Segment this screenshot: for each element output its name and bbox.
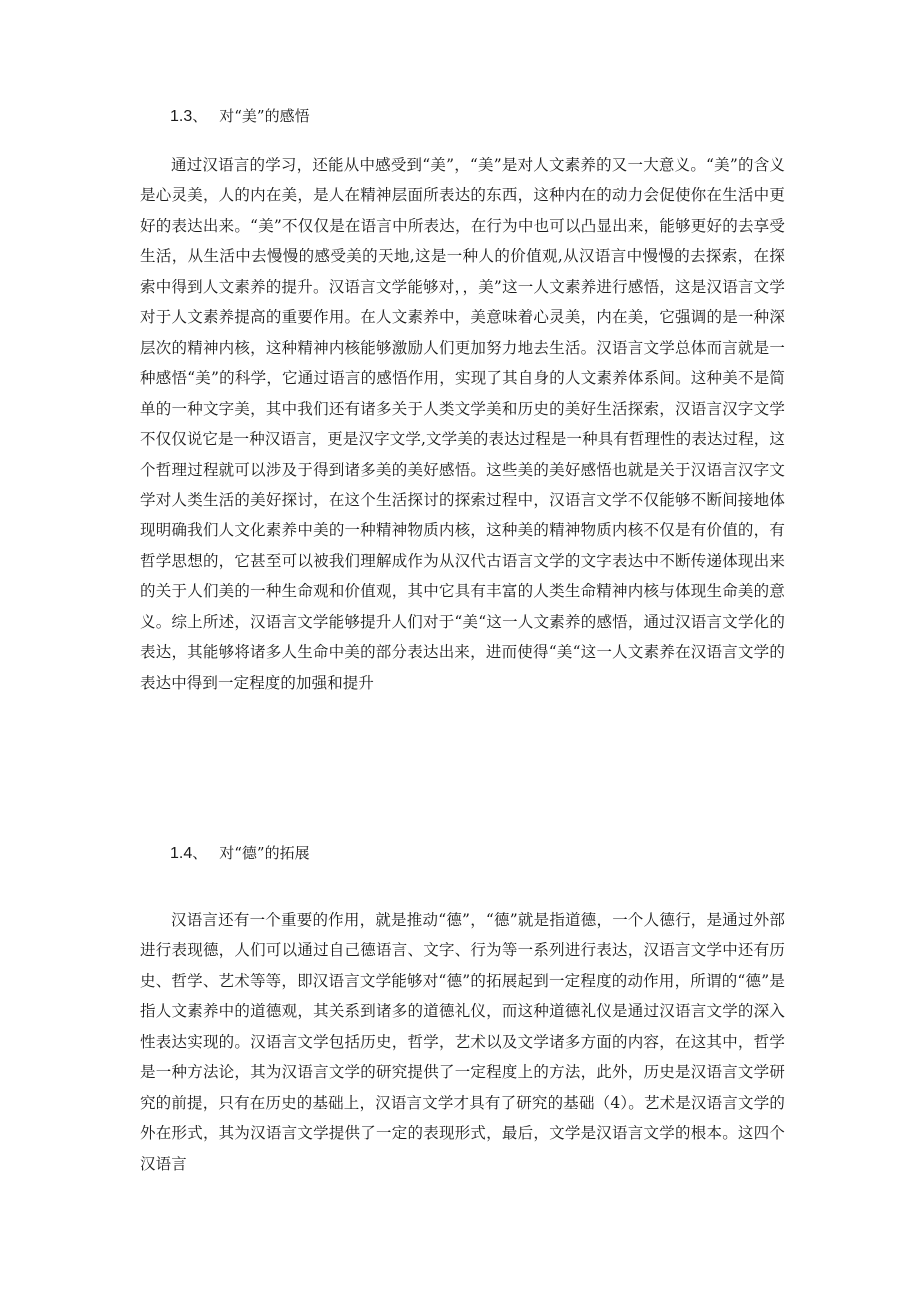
section-separator: 、 [192, 844, 208, 862]
section-number: 1.3 [170, 108, 193, 125]
section-title: 对“德”的拓展 [219, 844, 310, 862]
section-number: 1.4 [170, 845, 193, 862]
section-heading-1-4 [170, 843, 310, 864]
section-body-1-3: 通过汉语言的学习，还能从中感受到“美”，“美”是对人文素养的又一大意义。“美”的含义是心灵美，人的内在美，是人在精神层面所表达的东西，这种内在的动力会促使你在生活中更好的表达出来。“美”不仅仅是在语言中所表达，在行为中也可以凸显出来，能够更好的去享受生活，从生活中去慢慢的感受美的天地,这是一种人的价值观,从汉语言中慢慢的去探索，在探索中得到人文素养的提升。汉语言文学能够对，，美”这一人文素养进行感悟，这是汉语言文学对于人文素养提高的重要作用。在人文素养中，美意味着心灵美，内在美，它强调的是一种深层次的精神内核，这种精神内核能够激励人们更加努力地去生活。汉语言文学总体而言就是一种感悟“美”的科学，它通过语言的感悟作用，实现了其自身的人文素养体系间。这种美不是简单的一种文字美，其中我们还有诸多关于人类文学美和历史的美好生活探索，汉语言汉字文学不仅仅说它是一种汉语言，更是汉字文学,文学美的表达过程是一种具有哲理性的表达过程，这个哲理过程就可以涉及于得到诸多美的美好感悟。这些美的美好感悟也就是关于汉语言汉字文学对人类生活的美好探讨，在这个生活探讨的探索过程中，汉语言文学不仅能够不断间接地体现明确我们人文化素养中美的一种精神物质内核，这种美的精神物质内核不仅是有价值的，有哲学思想的，它甚至可以被我们理解成作为从汉代古语言文学的文字表达中不断传递体现出来的关于人们美的一种生命观和价值观，其中它具有丰富的人类生命精神内核与体现生命美的意义。综上所述，汉语言文学能够提升人们对于“美“这一人文素养的感悟，通过汉语言文学化的表达，其能够将诸多人生命中美的部分表达出来，进而使得“美“这一人文素养在汉语言文学的表达中得到一定程度的加强和提升 [140, 156, 785, 692]
section-title: 对“美”的感悟 [219, 107, 310, 125]
section-body-1-4: 汉语言还有一个重要的作用，就是推动“德”，“德”就是指道德，一个人德行，是通过外部进行表现德，人们可以通过自己德语言、文字、行为等一系列进行表达，汉语言文学中还有历史、哲学、艺术等等，即汉语言文学能够对“德”的拓展起到一定程度的动作用，所谓的“德”是指人文素养中的道德观，其关系到诸多的道德礼仪，而这种道德礼仪是通过汉语言文学的深入性表达实现的。汉语言文学包括历史，哲学，艺术以及文学诸多方面的内容，在这其中，哲学是一种方法论，其为汉语言文学的研究提供了一定程度上的方法，此外，历史是汉语言文学研究的前提，只有在历史的基础上，汉语言文学才具有了研究的基础（4）。艺术是汉语言文学的外在形式，其为汉语言文学提供了一定的表现形式，最后，文学是汉语言文学的根本。这四个汉语言 [140, 911, 785, 1173]
section-separator: 、 [192, 107, 208, 125]
section-heading-1-3 [170, 106, 310, 127]
